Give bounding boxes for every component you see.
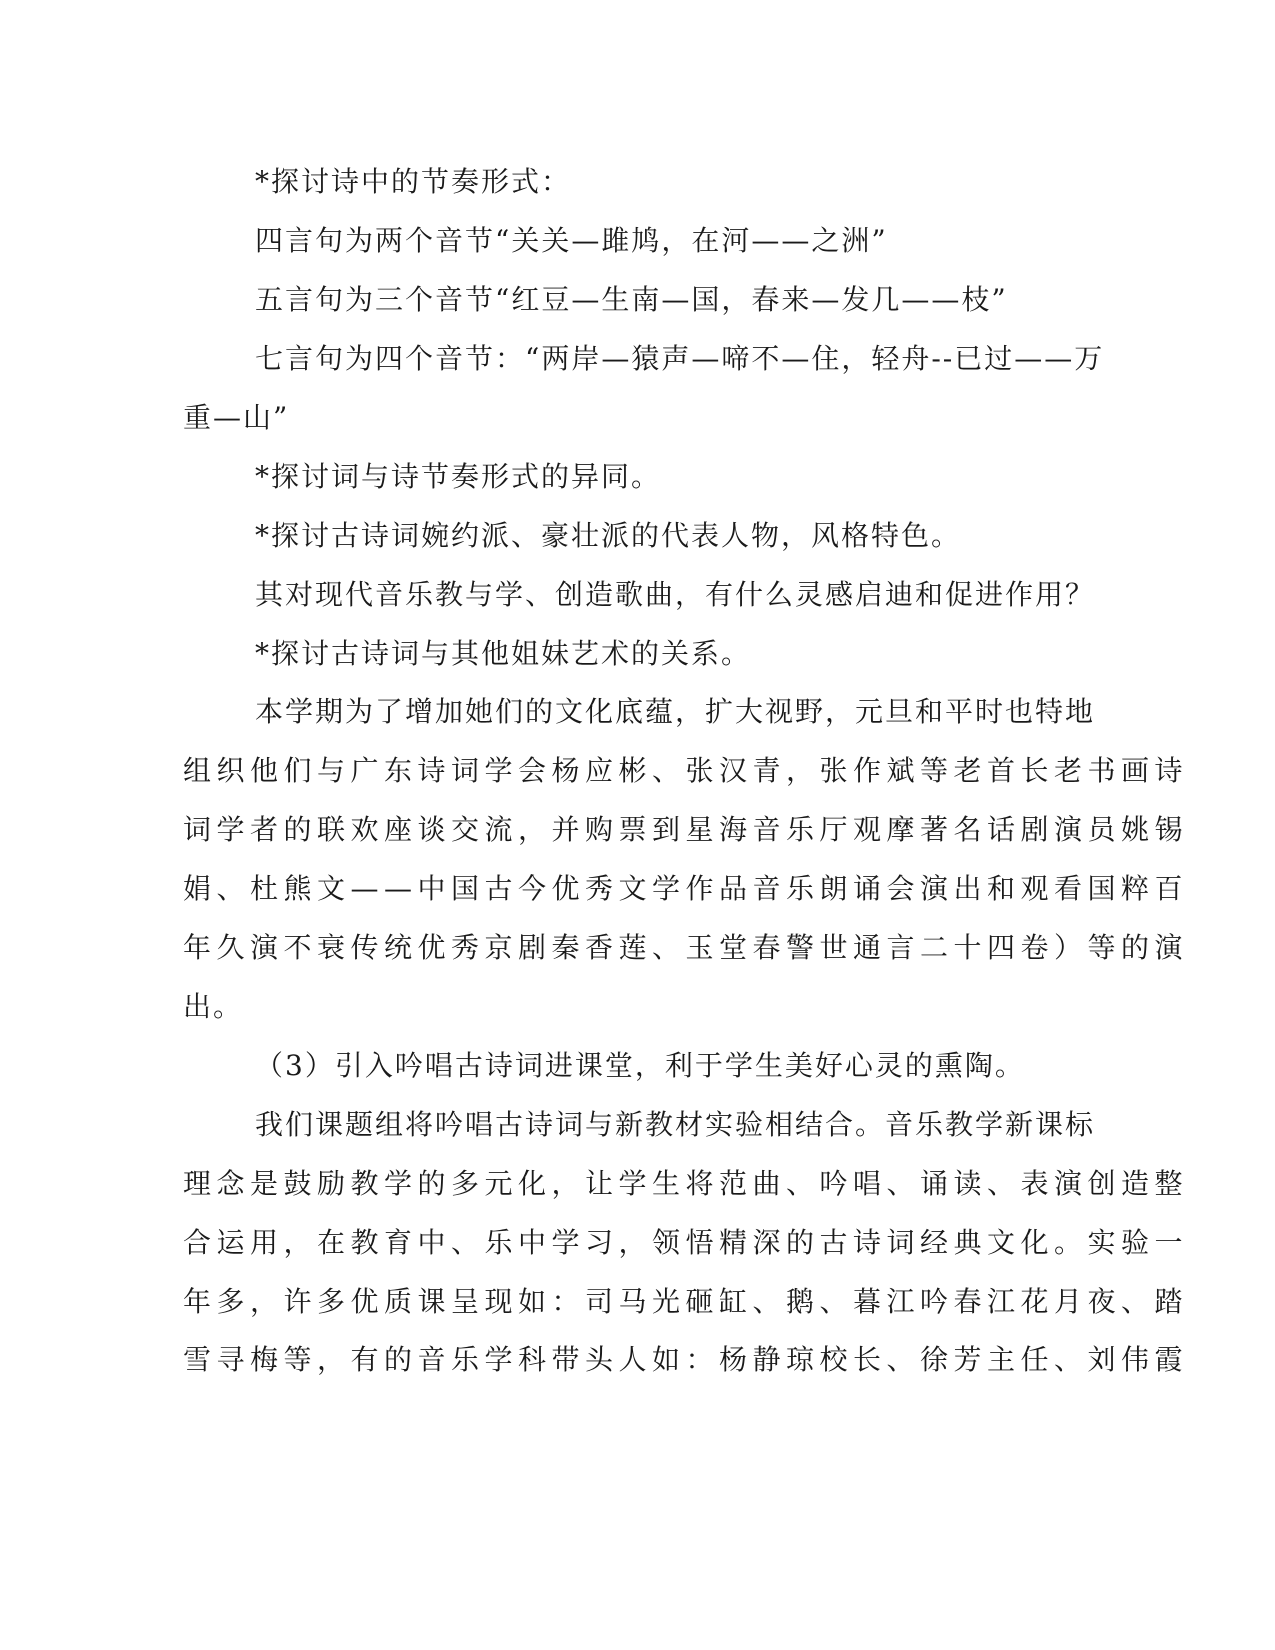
text-line: 组织他们与广东诗词学会杨应彬、张汉青，张作斌等老首长老书画诗 <box>183 754 1189 787</box>
text-line: 七言句为四个音节：“两岸—猿声—啼不—住，轻舟--已过——万 <box>255 342 1105 375</box>
text-line: *探讨古诗词与其他姐妹艺术的关系。 <box>255 637 752 670</box>
text-line: 本学期为了增加她们的文化底蕴，扩大视野，元旦和平时也特地 <box>255 695 1096 728</box>
text-line: 理念是鼓励教学的多元化，让学生将范曲、吟唱、诵读、表演创造整 <box>183 1167 1189 1200</box>
text-line: 词学者的联欢座谈交流，并购票到星海音乐厅观摩著名话剧演员姚锡 <box>183 813 1189 846</box>
section-heading: （3）引入吟唱古诗词进课堂，利于学生美好心灵的熏陶。 <box>255 1049 1025 1082</box>
text-line: 年久演不衰传统优秀京剧秦香莲、玉堂春警世通言二十四卷）等的演 <box>183 931 1189 964</box>
text-line: *探讨词与诗节奏形式的异同。 <box>255 460 662 493</box>
text-line: 娟、杜熊文——中国古今优秀文学作品音乐朗诵会演出和观看国粹百 <box>183 872 1189 905</box>
text-line: 合运用，在教育中、乐中学习，领悟精深的古诗词经典文化。实验一 <box>183 1226 1189 1259</box>
text-line: 重—山” <box>183 401 290 434</box>
text-line: 四言句为两个音节“关关—雎鸠，在河——之洲” <box>255 224 888 257</box>
text-line: *探讨古诗词婉约派、豪壮派的代表人物，风格特色。 <box>255 519 962 552</box>
text-line: 五言句为三个音节“红豆—生南—国，春来—发几——枝” <box>255 283 1008 316</box>
text-line: *探讨诗中的节奏形式： <box>255 165 572 198</box>
text-line: 我们课题组将吟唱古诗词与新教材实验相结合。音乐教学新课标 <box>255 1108 1096 1141</box>
text-line: 其对现代音乐教与学、创造歌曲，有什么灵感启迪和促进作用？ <box>255 578 1096 611</box>
text-line: 年多，许多优质课呈现如：司马光砸缸、鹅、暮江吟春江花月夜、踏 <box>183 1285 1189 1318</box>
text-line: 出。 <box>183 990 244 1023</box>
text-line: 雪寻梅等，有的音乐学科带头人如：杨静琼校长、徐芳主任、刘伟霞 <box>183 1343 1189 1376</box>
